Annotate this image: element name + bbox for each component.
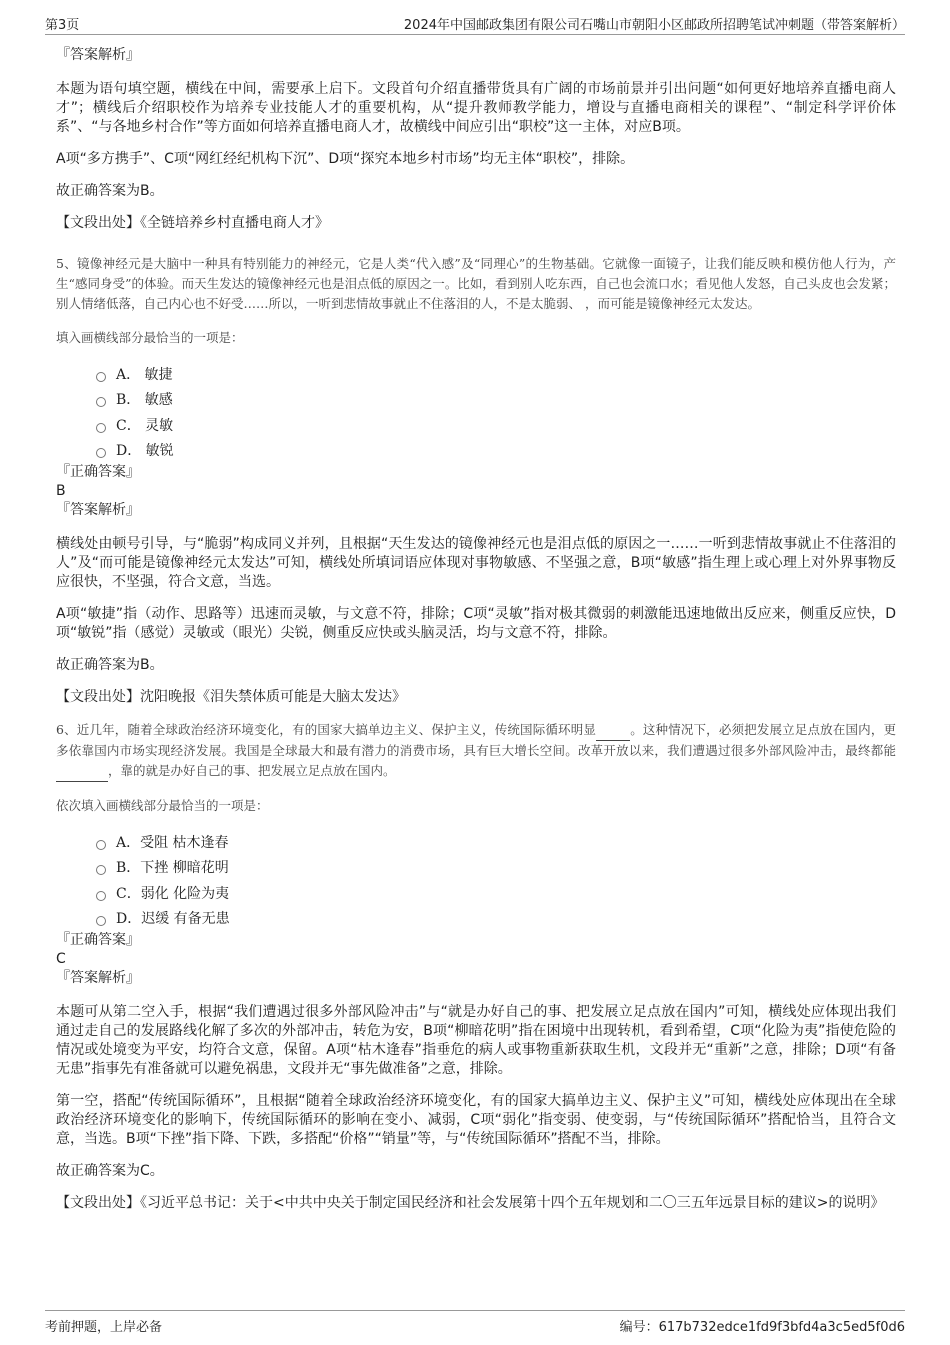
q6-instruction: 依次填入画横线部分最恰当的一项是： bbox=[56, 798, 269, 813]
q5-option-a-label: A． 敏捷 bbox=[116, 366, 173, 383]
q4-source: 【文段出处】《全链培养乡村直播电商人才》 bbox=[56, 215, 329, 231]
q5-option-c[interactable] bbox=[96, 412, 896, 438]
radio-icon[interactable] bbox=[96, 397, 106, 407]
page-footer bbox=[45, 1310, 905, 1335]
q6-question-part-1: 6、近几年，随着全球政治经济环境变化，有的国家大搞单边主义、保护主义，传统国际循环明显 bbox=[56, 722, 597, 737]
q6-analysis-paragraph-1: 本题可从第二空入手，根据“我们遭遇过很多外部风险冲击”与“就是办好自己的事、把发展立足点放在国内”可知，横线处应体现出我们通过走自己的发展路线化解了多次的外部冲击，转危为安，B项“柳暗花明”指在困境中出现转机，看到希望，C项“化险为夷”指使危险的情况或处境变为平安，均符合文意，保留。A项“枯木逢春”指垂危的病人或事物重新获取生机，文段并无“重新”之意，排除；D项“有备无患”指事先有准备就可以避免祸患，文段并无“事先做准备”之意，排除。 bbox=[56, 1004, 896, 1077]
q5-question: 5、镜像神经元是大脑中一种具有特别能力的神经元，它是人类“代入感”及“同理心”的生物基础。它就像一面镜子，让我们能反映和模仿他人行为，产生“感同身受”的体验。而天生发达的镜像神经元也是泪点低的原因之一。比如，看到别人吃东西，自己也会流口水；看见他人发怒，自己头皮也会发紧；别人情绪低落，自己内心也不好受……所以，一听到悲情故事就止不住落泪的人，不是太脆弱、 ，而可能是镜像神经元太发达。 bbox=[56, 256, 896, 311]
q5-source: 【文段出处】沈阳晚报《泪失禁体质可能是大脑太发达》 bbox=[56, 689, 406, 705]
q5-option-b[interactable] bbox=[96, 387, 896, 413]
q5-option-b-label: B． 敏感 bbox=[116, 392, 173, 409]
q4-analysis-paragraph-2: A项“多方携手”、C项“网红经纪机构下沉”、D项“探究本地乡村市场”均无主体“职校”，排除。 bbox=[56, 151, 635, 167]
q6-option-c[interactable] bbox=[96, 880, 896, 906]
q5-analysis-paragraph-1: 横线处由顿号引导，与“脆弱”构成同义并列，且根据“天生发达的镜像神经元也是泪点低的原因之一……一听到悲情故事就止不住落泪的人”及“而可能是镜像神经元太发达”可知，横线处所填词语应体现对事物敏感、不坚强之意，B项“敏感”指生理上或心理上对外界事物反应很快，不坚强，符合文意，当选。 bbox=[56, 536, 896, 590]
q5-instruction: 填入画横线部分最恰当的一项是： bbox=[56, 330, 244, 345]
q6-analysis-paragraph-2: 第一空，搭配“传统国际循环”，且根据“随着全球政治经济环境变化，有的国家大搞单边主义、保护主义”可知，横线处应体现出在全球政治经济环境变化的影响下，传统国际循环的影响在变小、减弱，C项“弱化”指变弱、使变弱，与“传统国际循环”搭配恰当，且符合文意，当选。B项“下挫”指下降、下跌，多搭配“价格”“销量”等，与“传统国际循环”搭配不当，排除。 bbox=[56, 1093, 896, 1147]
radio-icon[interactable] bbox=[96, 372, 106, 382]
q5-option-d[interactable] bbox=[96, 438, 896, 464]
q5-analysis-paragraph-2: A项“敏捷”指（动作、思路等）迅速而灵敏，与文意不符，排除；C项“灵敏”指对极其微弱的刺激能迅速地做出反应来，侧重反应快，D项“敏锐”指（感觉）灵敏或（眼光）尖锐，侧重反应快或头脑灵活，均与文意不符，排除。 bbox=[56, 606, 896, 641]
q6-options bbox=[56, 829, 896, 931]
q4-analysis-paragraph-1: 本题为语句填空题，横线在中间，需要承上启下。文段首句介绍直播带货具有广阔的市场前景并引出问题“如何更好地培养直播电商人才”；横线后介绍职校作为培养专业技能人才的重要机构，从“提升教师教学能力，增设与直播电商相关的课程”、“制定科学评价体系”、“与各地乡村合作”等方面如何培养直播电商人才，故横线中间应引出“职校”这一主体，对应B项。 bbox=[56, 81, 896, 135]
q5-options bbox=[56, 361, 896, 463]
q6-answer-label: 『正确答案』 bbox=[56, 932, 140, 948]
blank-line bbox=[596, 720, 630, 741]
q6-question-part-3: ，靠的就是办好自己的事、把发展立足点放在国内。 bbox=[108, 763, 396, 778]
q4-conclusion: 故正确答案为B。 bbox=[56, 183, 164, 199]
q5-option-a[interactable] bbox=[96, 361, 896, 387]
q6-option-b-label: B．下挫 柳暗花明 bbox=[116, 860, 229, 877]
q6-option-a[interactable] bbox=[96, 829, 896, 855]
document-body bbox=[56, 46, 896, 1213]
page-header bbox=[45, 12, 905, 35]
q6-source: 【文段出处】《习近平总书记：关于<中共中央关于制定国民经济和社会发展第十四个五年规划和二〇三五年远景目标的建议>的说明》 bbox=[56, 1195, 885, 1211]
q5-analysis-label: 『答案解析』 bbox=[56, 502, 140, 518]
radio-icon[interactable] bbox=[96, 916, 106, 926]
q6-option-d-label: D．迟缓 有备无患 bbox=[116, 911, 230, 928]
q5-answer: B bbox=[56, 483, 66, 499]
q6-answer: C bbox=[56, 951, 66, 967]
q6-option-d[interactable] bbox=[96, 906, 896, 932]
q5-answer-label: 『正确答案』 bbox=[56, 464, 140, 480]
radio-icon[interactable] bbox=[96, 840, 106, 850]
radio-icon[interactable] bbox=[96, 865, 106, 875]
q5-conclusion: 故正确答案为B。 bbox=[56, 657, 164, 673]
q6-question-part-2: 。这种情况下，必须把发展立足点放在国内，更多依靠国内市场实现经济发展。我国是全球最大和最有潜力的消费市场，具有巨大增长空间。改革开放以来，我们遭遇过很多外部风险冲击，最终都能 bbox=[56, 722, 896, 758]
footer-slogan: 考前押题，上岸必备 bbox=[45, 1320, 163, 1335]
radio-icon[interactable] bbox=[96, 891, 106, 901]
q6-analysis-label: 『答案解析』 bbox=[56, 970, 140, 986]
q5-option-c-label: C． 灵敏 bbox=[116, 417, 174, 434]
q6-option-a-label: A．受阻 枯木逢春 bbox=[116, 834, 229, 851]
document-id: 编号：617b732edce1fd9f3bfd4a3c5ed5f0d6 bbox=[619, 1320, 905, 1335]
q6-question bbox=[56, 720, 896, 782]
radio-icon[interactable] bbox=[96, 448, 106, 458]
radio-icon[interactable] bbox=[96, 423, 106, 433]
q6-option-c-label: C．弱化 化险为夷 bbox=[116, 885, 230, 902]
q5-option-d-label: D． 敏锐 bbox=[116, 443, 174, 460]
page-number: 第3页 bbox=[45, 18, 80, 33]
q4-analysis-label: 『答案解析』 bbox=[56, 47, 140, 63]
document-title: 2024年中国邮政集团有限公司石嘴山市朝阳小区邮政所招聘笔试冲刺题（带答案解析） bbox=[403, 18, 905, 33]
q6-conclusion: 故正确答案为C。 bbox=[56, 1163, 164, 1179]
blank-line bbox=[56, 761, 108, 782]
q6-option-b[interactable] bbox=[96, 855, 896, 881]
